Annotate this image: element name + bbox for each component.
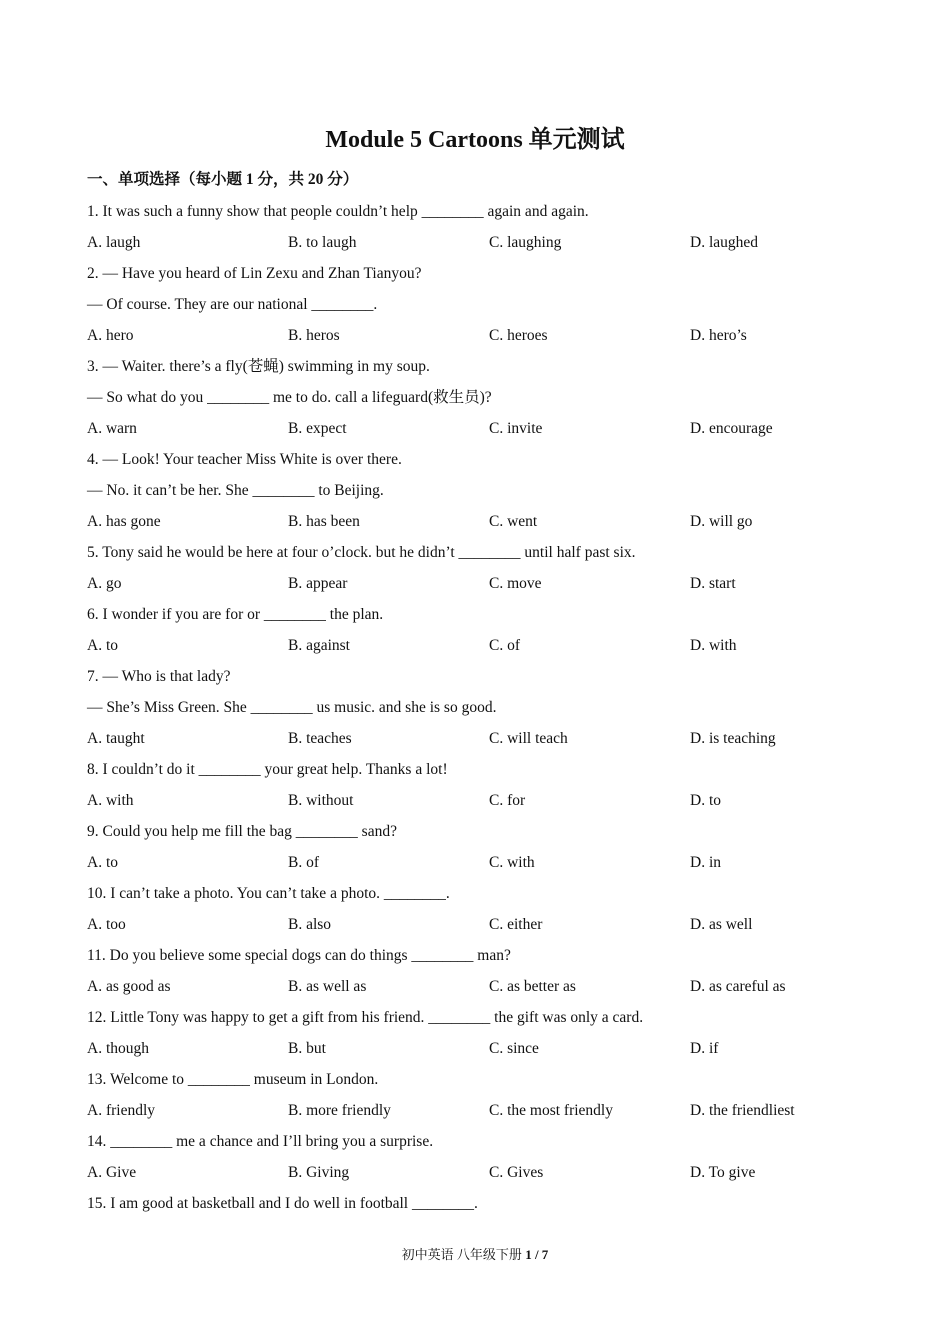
answer-option[interactable]: D. with [690,637,737,654]
question-text: 5. Tony said he would be here at four o’clock. but he didn’t ________ until half past six. [87,544,636,561]
answer-option[interactable]: D. encourage [690,420,773,437]
answer-option[interactable]: B. Giving [288,1164,350,1181]
answer-option[interactable]: A. laugh [87,234,141,251]
answer-option[interactable]: C. move [489,575,542,592]
answer-options [87,1100,887,1122]
answer-option[interactable]: B. has been [288,513,360,530]
answer-option[interactable]: B. without [288,792,354,809]
answer-option[interactable]: C. laughing [489,234,562,251]
question-text: 11. Do you believe some special dogs can do things ________ man? [87,947,511,964]
question-text: 13. Welcome to ________ museum in London. [87,1071,379,1088]
answer-option[interactable]: A. though [87,1040,149,1057]
answer-options [87,914,887,936]
answer-option[interactable]: C. for [489,792,526,809]
answer-option[interactable]: C. Gives [489,1164,544,1181]
question-text: 4. — Look! Your teacher Miss White is over there. [87,451,402,468]
question-text: 1. It was such a funny show that people couldn’t help ________ again and again. [87,203,589,220]
footer-text: 初中英语 八年级下册 [401,1247,526,1262]
answer-option[interactable]: D. is teaching [690,730,776,747]
answer-options [87,1038,887,1060]
answer-option[interactable]: B. against [288,637,350,654]
answer-option[interactable]: A. taught [87,730,145,747]
question-text: 7. — Who is that lady? [87,668,231,685]
question-text: 3. — Waiter. there’s a fly(苍蝇) swimming in my soup. [87,358,430,375]
answer-option[interactable]: C. invite [489,420,543,437]
answer-option[interactable]: D. in [690,854,721,871]
question-text: 12. Little Tony was happy to get a gift from his friend. ________ the gift was only a card. [87,1009,644,1026]
answer-option[interactable]: B. expect [288,420,347,437]
answer-option[interactable]: B. as well as [288,978,367,995]
answer-options [87,790,887,812]
answer-option[interactable]: A. go [87,575,122,592]
answer-option[interactable]: C. since [489,1040,539,1057]
answer-option[interactable]: A. friendly [87,1102,156,1119]
answer-option[interactable]: B. of [288,854,319,871]
question-text: 9. Could you help me fill the bag ________ sand? [87,823,397,840]
answer-option[interactable]: B. teaches [288,730,352,747]
answer-option[interactable]: A. with [87,792,134,809]
answer-option[interactable]: A. too [87,916,126,933]
question-text: 6. I wonder if you are for or ________ the plan. [87,606,384,623]
page-footer [0,1245,950,1265]
answer-option[interactable]: D. if [690,1040,719,1057]
answer-option[interactable]: A. to [87,854,118,871]
answer-option[interactable]: B. to laugh [288,234,357,251]
question-text: 10. I can’t take a photo. You can’t take a photo. ________. [87,885,450,902]
page-title: Module 5 Cartoons 单元测试 [325,127,625,153]
answer-options [87,635,887,657]
page-number: 1 / 7 [525,1247,549,1262]
answer-option[interactable]: D. will go [690,513,753,530]
answer-options [87,852,887,874]
answer-option[interactable]: D. to [690,792,721,809]
answer-option[interactable]: A. to [87,637,118,654]
answer-option[interactable]: B. appear [288,575,348,592]
answer-option[interactable]: B. more friendly [288,1102,391,1119]
answer-option[interactable]: B. but [288,1040,326,1057]
answer-option[interactable]: D. as careful as [690,978,786,995]
answer-option[interactable]: D. To give [690,1164,756,1181]
answer-options [87,976,887,998]
answer-option[interactable]: C. heroes [489,327,548,344]
answer-option[interactable]: A. has gone [87,513,161,530]
answer-options [87,1162,887,1184]
answer-option[interactable]: C. will teach [489,730,568,747]
answer-options [87,418,887,440]
answer-option[interactable]: B. also [288,916,332,933]
answer-option[interactable]: D. the friendliest [690,1102,795,1119]
answer-options [87,232,887,254]
answer-option[interactable]: A. as good as [87,978,171,995]
question-text: 15. I am good at basketball and I do well in football ________. [87,1195,478,1212]
answer-option[interactable]: C. as better as [489,978,576,995]
answer-option[interactable]: C. either [489,916,543,933]
answer-option[interactable]: A. hero [87,327,134,344]
question-text: — No. it can’t be her. She ________ to Beijing. [87,482,384,499]
question-text: 2. — Have you heard of Lin Zexu and Zhan Tianyou? [87,265,422,282]
question-text: — She’s Miss Green. She ________ us music. and she is so good. [87,699,497,716]
answer-options [87,511,887,533]
answer-option[interactable]: D. hero’s [690,327,747,344]
question-text: — So what do you ________ me to do. call a lifeguard(救生员)? [87,389,492,406]
answer-option[interactable]: C. the most friendly [489,1102,613,1119]
answer-option[interactable]: A. warn [87,420,137,437]
answer-options [87,325,887,347]
answer-option[interactable]: D. as well [690,916,753,933]
answer-option[interactable]: B. heros [288,327,340,344]
answer-option[interactable]: C. with [489,854,535,871]
section-heading: 一、单项选择（每小题 1 分，共 20 分） [87,171,359,188]
answer-option[interactable]: A. Give [87,1164,137,1181]
question-text: — Of course. They are our national ________. [87,296,378,313]
answer-option[interactable]: C. went [489,513,538,530]
answer-option[interactable]: D. laughed [690,234,759,251]
answer-options [87,573,887,595]
answer-option[interactable]: D. start [690,575,736,592]
question-text: 14. ________ me a chance and I’ll bring you a surprise. [87,1133,434,1150]
question-text: 8. I couldn’t do it ________ your great help. Thanks a lot! [87,761,448,778]
answer-options [87,728,887,750]
answer-option[interactable]: C. of [489,637,520,654]
